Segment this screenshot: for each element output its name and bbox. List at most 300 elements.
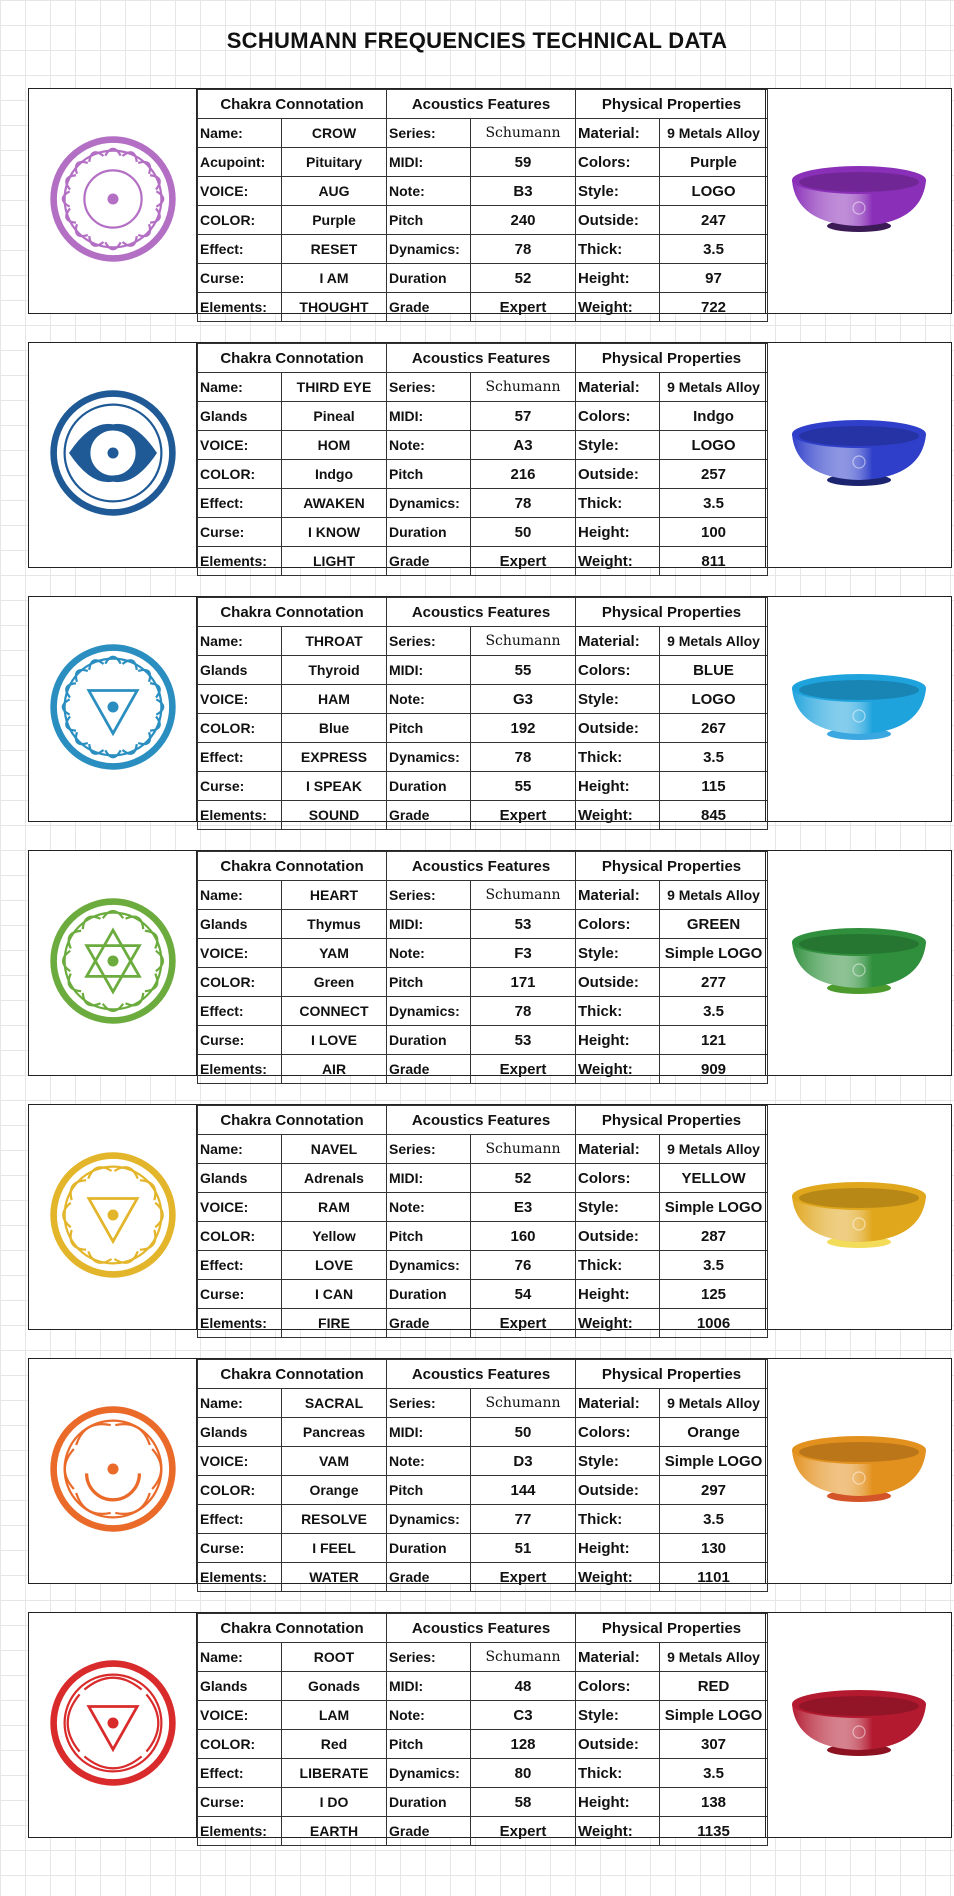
physical-header: Physical Properties	[576, 598, 768, 627]
chakra-value: VAM	[282, 1447, 387, 1476]
physical-label: Weight:	[576, 1563, 660, 1592]
physical-label: Material:	[576, 627, 660, 656]
acoustic-value: 78	[471, 489, 576, 518]
physical-label: Outside:	[576, 714, 660, 743]
chakra-label: Elements:	[198, 1563, 282, 1592]
acoustic-label: MIDI:	[387, 1672, 471, 1701]
symbol-cell	[29, 1359, 197, 1583]
physical-value: 115	[660, 772, 768, 801]
physical-label: Outside:	[576, 1476, 660, 1505]
acoustic-value: 50	[471, 1418, 576, 1447]
physical-label: Style:	[576, 177, 660, 206]
physical-value: 130	[660, 1534, 768, 1563]
chakra-value: I AM	[282, 264, 387, 293]
chakra-label: COLOR:	[198, 206, 282, 235]
chakra-label: COLOR:	[198, 1222, 282, 1251]
physical-value: Simple LOGO	[660, 1447, 768, 1476]
acoustic-value: E3	[471, 1193, 576, 1222]
acoustic-value: 192	[471, 714, 576, 743]
chakra-label: Effect:	[198, 1251, 282, 1280]
acoustic-label: Grade	[387, 1309, 471, 1338]
acoustic-label: Note:	[387, 1701, 471, 1730]
bowl-image	[765, 597, 951, 821]
chakra-label: Curse:	[198, 264, 282, 293]
physical-value: GREEN	[660, 910, 768, 939]
acoustic-value: 55	[471, 656, 576, 685]
acoustic-value: 128	[471, 1730, 576, 1759]
acoustic-value: Schumann	[471, 1135, 576, 1164]
acoustic-label: MIDI:	[387, 1418, 471, 1447]
physical-value: 9 Metals Alloy	[660, 119, 768, 148]
singing-bowl-icon	[784, 1678, 934, 1773]
physical-label: Thick:	[576, 489, 660, 518]
chakra-label: COLOR:	[198, 460, 282, 489]
physical-value: 909	[660, 1055, 768, 1084]
chakra-value: THIRD EYE	[282, 373, 387, 402]
acoustic-label: Note:	[387, 939, 471, 968]
chakra-header: Chakra Connotation	[198, 90, 387, 119]
acoustic-value: 160	[471, 1222, 576, 1251]
physical-label: Weight:	[576, 1055, 660, 1084]
chakra-value: Gonads	[282, 1672, 387, 1701]
physical-label: Colors:	[576, 402, 660, 431]
physical-value: 9 Metals Alloy	[660, 1135, 768, 1164]
throat-chakra-icon	[47, 641, 179, 778]
chakra-label: Name:	[198, 373, 282, 402]
chakra-header: Chakra Connotation	[198, 344, 387, 373]
physical-value: 811	[660, 547, 768, 576]
singing-bowl-icon	[784, 916, 934, 1011]
page-title: SCHUMANN FREQUENCIES TECHNICAL DATA	[226, 28, 728, 53]
chakra-label: Glands	[198, 1672, 282, 1701]
physical-value: BLUE	[660, 656, 768, 685]
physical-value: 9 Metals Alloy	[660, 1643, 768, 1672]
acoustic-value: 48	[471, 1672, 576, 1701]
chakra-label: Glands	[198, 402, 282, 431]
acoustic-label: Duration	[387, 518, 471, 547]
acoustic-value: Schumann	[471, 373, 576, 402]
physical-value: 3.5	[660, 1759, 768, 1788]
singing-bowl-icon	[784, 408, 934, 503]
physical-value: 3.5	[660, 1505, 768, 1534]
chakra-value: FIRE	[282, 1309, 387, 1338]
acoustic-value: D3	[471, 1447, 576, 1476]
physical-value: LOGO	[660, 431, 768, 460]
chakra-value: THOUGHT	[282, 293, 387, 322]
physical-label: Material:	[576, 1643, 660, 1672]
acoustic-value: 77	[471, 1505, 576, 1534]
physical-header: Physical Properties	[576, 344, 768, 373]
chakra-value: LIGHT	[282, 547, 387, 576]
spec-table	[197, 89, 768, 322]
chakra-label: COLOR:	[198, 1730, 282, 1759]
chakra-value: HAM	[282, 685, 387, 714]
physical-label: Outside:	[576, 968, 660, 997]
physical-label: Style:	[576, 939, 660, 968]
chakra-value: Blue	[282, 714, 387, 743]
physical-label: Style:	[576, 431, 660, 460]
acoustic-value: 216	[471, 460, 576, 489]
bowl-image	[765, 1359, 951, 1583]
acoustic-label: Grade	[387, 293, 471, 322]
chakra-label: Elements:	[198, 293, 282, 322]
singing-bowl-icon	[784, 662, 934, 757]
acoustic-label: Series:	[387, 1389, 471, 1418]
acoustic-value: Expert	[471, 1055, 576, 1084]
physical-value: 9 Metals Alloy	[660, 627, 768, 656]
bowl-image	[765, 1105, 951, 1329]
chakra-block	[28, 850, 952, 1076]
chakra-value: CONNECT	[282, 997, 387, 1026]
acoustic-value: 50	[471, 518, 576, 547]
acoustic-value: 51	[471, 1534, 576, 1563]
physical-value: 97	[660, 264, 768, 293]
acoustics-header: Acoustics Features	[387, 852, 576, 881]
physical-label: Height:	[576, 264, 660, 293]
chakra-value: Pituitary	[282, 148, 387, 177]
acoustic-value: Schumann	[471, 119, 576, 148]
acoustic-value: Expert	[471, 801, 576, 830]
acoustic-value: Expert	[471, 1817, 576, 1846]
chakra-label: COLOR:	[198, 1476, 282, 1505]
chakra-header: Chakra Connotation	[198, 598, 387, 627]
chakra-label: Curse:	[198, 1788, 282, 1817]
acoustic-label: Dynamics:	[387, 489, 471, 518]
acoustic-label: MIDI:	[387, 148, 471, 177]
physical-label: Colors:	[576, 148, 660, 177]
physical-value: 9 Metals Alloy	[660, 881, 768, 910]
acoustic-label: Duration	[387, 1534, 471, 1563]
chakra-block	[28, 1358, 952, 1584]
chakra-block	[28, 596, 952, 822]
spec-table	[197, 851, 768, 1084]
physical-label: Outside:	[576, 206, 660, 235]
acoustic-value: 78	[471, 743, 576, 772]
acoustic-value: A3	[471, 431, 576, 460]
chakra-value: Adrenals	[282, 1164, 387, 1193]
chakra-label: Name:	[198, 1135, 282, 1164]
physical-value: Simple LOGO	[660, 1701, 768, 1730]
acoustic-label: Pitch	[387, 1476, 471, 1505]
chakra-value: HEART	[282, 881, 387, 910]
acoustic-label: Grade	[387, 801, 471, 830]
chakra-label: Effect:	[198, 1759, 282, 1788]
physical-value: Indgo	[660, 402, 768, 431]
physical-label: Height:	[576, 1026, 660, 1055]
chakra-value: I LOVE	[282, 1026, 387, 1055]
chakra-label: VOICE:	[198, 685, 282, 714]
chakra-label: Curse:	[198, 1026, 282, 1055]
singing-bowl-icon	[784, 1424, 934, 1519]
chakra-value: ROOT	[282, 1643, 387, 1672]
physical-value: 1135	[660, 1817, 768, 1846]
chakra-value: RAM	[282, 1193, 387, 1222]
bowl-image	[765, 343, 951, 567]
physical-header: Physical Properties	[576, 1614, 768, 1643]
acoustic-label: Duration	[387, 1788, 471, 1817]
physical-label: Outside:	[576, 460, 660, 489]
chakra-label: Glands	[198, 1164, 282, 1193]
physical-label: Thick:	[576, 1759, 660, 1788]
acoustic-label: Dynamics:	[387, 743, 471, 772]
chakra-value: Thyroid	[282, 656, 387, 685]
physical-label: Colors:	[576, 910, 660, 939]
spec-table	[197, 597, 768, 830]
chakra-value: AUG	[282, 177, 387, 206]
physical-label: Material:	[576, 881, 660, 910]
physical-header: Physical Properties	[576, 1360, 768, 1389]
acoustic-label: Grade	[387, 1055, 471, 1084]
acoustic-value: C3	[471, 1701, 576, 1730]
physical-value: Simple LOGO	[660, 939, 768, 968]
chakra-label: Effect:	[198, 1505, 282, 1534]
physical-label: Weight:	[576, 1309, 660, 1338]
chakra-value: Pancreas	[282, 1418, 387, 1447]
chakra-label: VOICE:	[198, 1701, 282, 1730]
acoustic-value: 78	[471, 997, 576, 1026]
acoustic-label: Dynamics:	[387, 1251, 471, 1280]
chakra-value: AIR	[282, 1055, 387, 1084]
acoustic-value: 57	[471, 402, 576, 431]
acoustic-value: 53	[471, 1026, 576, 1055]
chakra-label: Name:	[198, 1389, 282, 1418]
physical-label: Style:	[576, 1193, 660, 1222]
physical-label: Material:	[576, 373, 660, 402]
physical-label: Height:	[576, 518, 660, 547]
chakra-label: Elements:	[198, 547, 282, 576]
acoustic-label: Note:	[387, 685, 471, 714]
physical-label: Outside:	[576, 1222, 660, 1251]
acoustic-label: Series:	[387, 627, 471, 656]
chakra-label: Glands	[198, 910, 282, 939]
acoustic-value: G3	[471, 685, 576, 714]
physical-label: Material:	[576, 119, 660, 148]
root-chakra-icon	[47, 1657, 179, 1794]
physical-label: Style:	[576, 1701, 660, 1730]
acoustic-value: 55	[471, 772, 576, 801]
chakra-value: SOUND	[282, 801, 387, 830]
acoustic-label: Series:	[387, 373, 471, 402]
heart-chakra-icon	[47, 895, 179, 1032]
acoustic-value: Expert	[471, 1309, 576, 1338]
acoustic-label: Pitch	[387, 1730, 471, 1759]
acoustics-header: Acoustics Features	[387, 344, 576, 373]
chakra-label: Name:	[198, 881, 282, 910]
acoustic-value: B3	[471, 177, 576, 206]
physical-value: 3.5	[660, 1251, 768, 1280]
chakra-label: Curse:	[198, 518, 282, 547]
physical-value: 3.5	[660, 489, 768, 518]
acoustic-label: Dynamics:	[387, 997, 471, 1026]
acoustic-label: Duration	[387, 1280, 471, 1309]
acoustic-label: Grade	[387, 1563, 471, 1592]
physical-label: Weight:	[576, 1817, 660, 1846]
acoustic-value: 240	[471, 206, 576, 235]
acoustic-label: Pitch	[387, 714, 471, 743]
physical-value: 138	[660, 1788, 768, 1817]
chakra-label: Elements:	[198, 801, 282, 830]
chakra-value: Orange	[282, 1476, 387, 1505]
acoustic-value: F3	[471, 939, 576, 968]
chakra-value: Pineal	[282, 402, 387, 431]
acoustics-header: Acoustics Features	[387, 598, 576, 627]
chakra-label: VOICE:	[198, 431, 282, 460]
physical-label: Height:	[576, 1280, 660, 1309]
physical-value: 121	[660, 1026, 768, 1055]
physical-value: 845	[660, 801, 768, 830]
chakra-value: CROW	[282, 119, 387, 148]
chakra-label: Elements:	[198, 1817, 282, 1846]
acoustic-label: Series:	[387, 119, 471, 148]
chakra-label: Curse:	[198, 1280, 282, 1309]
physical-value: YELLOW	[660, 1164, 768, 1193]
chakra-value: RESOLVE	[282, 1505, 387, 1534]
acoustic-value: 78	[471, 235, 576, 264]
physical-value: Simple LOGO	[660, 1193, 768, 1222]
acoustic-label: Pitch	[387, 968, 471, 997]
physical-value: 9 Metals Alloy	[660, 1389, 768, 1418]
chakra-label: Name:	[198, 1643, 282, 1672]
chakra-value: LOVE	[282, 1251, 387, 1280]
physical-value: 722	[660, 293, 768, 322]
chakra-block	[28, 342, 952, 568]
acoustics-header: Acoustics Features	[387, 1360, 576, 1389]
chakra-value: AWAKEN	[282, 489, 387, 518]
chakra-value: EARTH	[282, 1817, 387, 1846]
acoustic-value: Expert	[471, 1563, 576, 1592]
symbol-cell	[29, 343, 197, 567]
physical-value: LOGO	[660, 177, 768, 206]
chakra-label: Curse:	[198, 1534, 282, 1563]
spec-table	[197, 343, 768, 576]
acoustic-value: 53	[471, 910, 576, 939]
chakra-value: I SPEAK	[282, 772, 387, 801]
acoustic-label: MIDI:	[387, 910, 471, 939]
physical-header: Physical Properties	[576, 852, 768, 881]
physical-header: Physical Properties	[576, 90, 768, 119]
physical-value: 267	[660, 714, 768, 743]
chakra-header: Chakra Connotation	[198, 1614, 387, 1643]
physical-label: Thick:	[576, 997, 660, 1026]
acoustic-label: MIDI:	[387, 402, 471, 431]
physical-value: Purple	[660, 148, 768, 177]
chakra-value: EXPRESS	[282, 743, 387, 772]
acoustics-header: Acoustics Features	[387, 1106, 576, 1135]
acoustic-label: Pitch	[387, 206, 471, 235]
chakra-header: Chakra Connotation	[198, 852, 387, 881]
acoustic-label: Dynamics:	[387, 1505, 471, 1534]
physical-value: Orange	[660, 1418, 768, 1447]
physical-label: Colors:	[576, 656, 660, 685]
physical-label: Thick:	[576, 743, 660, 772]
physical-value: 3.5	[660, 743, 768, 772]
acoustic-label: MIDI:	[387, 656, 471, 685]
acoustic-label: Note:	[387, 1447, 471, 1476]
acoustic-label: Note:	[387, 177, 471, 206]
chakra-label: Name:	[198, 627, 282, 656]
bowl-image	[765, 851, 951, 1075]
symbol-cell	[29, 89, 197, 313]
chakra-label: Elements:	[198, 1309, 282, 1338]
chakra-label: Effect:	[198, 743, 282, 772]
acoustic-value: 52	[471, 264, 576, 293]
acoustic-label: Note:	[387, 1193, 471, 1222]
physical-label: Thick:	[576, 1251, 660, 1280]
spec-table	[197, 1105, 768, 1338]
third-eye-chakra-icon	[47, 387, 179, 524]
chakra-value: YAM	[282, 939, 387, 968]
acoustic-label: Grade	[387, 1817, 471, 1846]
chakra-value: SACRAL	[282, 1389, 387, 1418]
chakra-label: Effect:	[198, 997, 282, 1026]
acoustic-label: Dynamics:	[387, 235, 471, 264]
chakra-value: NAVEL	[282, 1135, 387, 1164]
physical-label: Height:	[576, 1788, 660, 1817]
physical-value: 257	[660, 460, 768, 489]
acoustic-value: 58	[471, 1788, 576, 1817]
bowl-image	[765, 89, 951, 313]
bowl-image	[765, 1613, 951, 1837]
physical-label: Weight:	[576, 801, 660, 830]
chakra-value: Green	[282, 968, 387, 997]
physical-value: 247	[660, 206, 768, 235]
physical-value: 9 Metals Alloy	[660, 373, 768, 402]
physical-value: 287	[660, 1222, 768, 1251]
acoustic-value: Expert	[471, 547, 576, 576]
acoustic-value: 52	[471, 1164, 576, 1193]
acoustic-value: Schumann	[471, 881, 576, 910]
acoustic-value: 80	[471, 1759, 576, 1788]
chakra-label: Curse:	[198, 772, 282, 801]
acoustic-value: Schumann	[471, 1643, 576, 1672]
physical-label: Style:	[576, 685, 660, 714]
physical-label: Weight:	[576, 293, 660, 322]
acoustic-value: 59	[471, 148, 576, 177]
acoustic-label: MIDI:	[387, 1164, 471, 1193]
physical-label: Thick:	[576, 1505, 660, 1534]
acoustic-label: Pitch	[387, 460, 471, 489]
navel-chakra-icon	[47, 1149, 179, 1286]
singing-bowl-icon	[784, 1170, 934, 1265]
physical-label: Material:	[576, 1135, 660, 1164]
chakra-value: HOM	[282, 431, 387, 460]
chakra-label: Glands	[198, 1418, 282, 1447]
physical-value: 297	[660, 1476, 768, 1505]
acoustic-label: Dynamics:	[387, 1759, 471, 1788]
physical-value: 277	[660, 968, 768, 997]
symbol-cell	[29, 1105, 197, 1329]
chakra-label: Effect:	[198, 489, 282, 518]
physical-label: Colors:	[576, 1672, 660, 1701]
chakra-value: Indgo	[282, 460, 387, 489]
acoustics-header: Acoustics Features	[387, 1614, 576, 1643]
physical-value: 100	[660, 518, 768, 547]
chakra-value: LIBERATE	[282, 1759, 387, 1788]
acoustic-label: Series:	[387, 881, 471, 910]
acoustic-value: 171	[471, 968, 576, 997]
chakra-header: Chakra Connotation	[198, 1106, 387, 1135]
acoustic-label: Duration	[387, 264, 471, 293]
acoustic-value: Schumann	[471, 627, 576, 656]
chakra-block	[28, 1612, 952, 1838]
physical-label: Weight:	[576, 547, 660, 576]
sacral-chakra-icon	[47, 1403, 179, 1540]
chakra-value: I KNOW	[282, 518, 387, 547]
physical-label: Height:	[576, 1534, 660, 1563]
physical-value: 307	[660, 1730, 768, 1759]
physical-value: 1006	[660, 1309, 768, 1338]
chakra-label: VOICE:	[198, 1447, 282, 1476]
